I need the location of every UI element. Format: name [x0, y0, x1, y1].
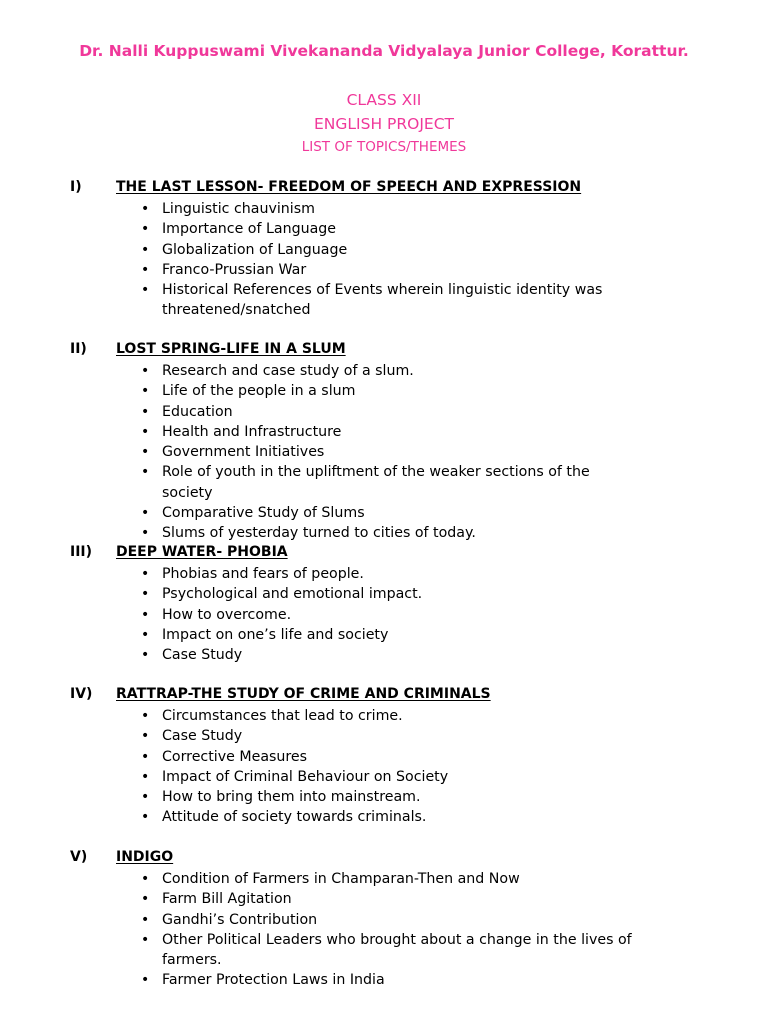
- item-text: Comparative Study of Slums: [162, 505, 365, 522]
- list-item: [0, 889, 632, 909]
- bullet-icon: •: [141, 748, 150, 765]
- bullet-icon: •: [141, 261, 150, 278]
- list-item: [0, 787, 632, 807]
- section-heading: [0, 179, 768, 199]
- section-title: DEEP WATER- PHOBIA: [116, 544, 288, 560]
- section-title: RATTRAP-THE STUDY OF CRIME AND CRIMINALS: [116, 686, 491, 702]
- section-numeral: III): [70, 544, 93, 560]
- item-text: Role of youth in the upliftment of the weaker sections of the society: [162, 464, 590, 501]
- list-item: [0, 523, 632, 543]
- section-title: INDIGO: [116, 849, 174, 865]
- section-4: [0, 686, 768, 828]
- bullet-icon: •: [141, 708, 150, 724]
- list-item: [0, 807, 632, 827]
- topic-list: [0, 199, 768, 321]
- list-item: [0, 280, 632, 321]
- list-item: [0, 361, 632, 381]
- list-item: [0, 422, 632, 442]
- bullet-icon: •: [141, 647, 150, 664]
- bullet-icon: •: [141, 931, 150, 948]
- bullet-icon: •: [141, 282, 150, 299]
- item-text: Gandhi’s Contribution: [162, 911, 318, 928]
- bullet-icon: •: [141, 241, 150, 258]
- list-item: [0, 240, 632, 260]
- item-text: Corrective Measures: [162, 748, 308, 765]
- item-text: Psychological and emotional impact.: [162, 586, 423, 603]
- bullet-icon: •: [141, 444, 150, 461]
- list-item: [0, 605, 632, 625]
- bullet-icon: •: [141, 871, 150, 887]
- section-heading: [0, 849, 768, 869]
- list-item: [0, 767, 632, 787]
- list-item: [0, 869, 632, 889]
- bullet-icon: •: [141, 363, 150, 379]
- item-text: Phobias and fears of people.: [162, 566, 364, 582]
- item-text: Globalization of Language: [162, 241, 348, 258]
- item-text: Attitude of society towards criminals.: [162, 809, 427, 826]
- item-text: Government Initiatives: [162, 444, 325, 461]
- section-1: [0, 179, 768, 321]
- section-title: LOST SPRING-LIFE IN A SLUM: [116, 341, 346, 357]
- list-item: [0, 584, 632, 604]
- list-item: [0, 747, 632, 767]
- list-item: [0, 442, 632, 462]
- item-text: Impact of Criminal Behaviour on Society: [162, 768, 449, 785]
- list-item: [0, 726, 632, 746]
- item-text: Farm Bill Agitation: [162, 891, 292, 908]
- item-text: Franco-Prussian War: [162, 261, 307, 278]
- bullet-icon: •: [141, 972, 150, 989]
- bullet-icon: •: [141, 525, 150, 542]
- list-item: [0, 564, 632, 584]
- section-title: THE LAST LESSON- FREEDOM OF SPEECH AND EXPRESSION: [116, 179, 582, 195]
- section-heading: [0, 544, 768, 564]
- item-text: Farmer Protection Laws in India: [162, 972, 385, 989]
- list-item: [0, 199, 632, 219]
- topic-list: [0, 564, 768, 665]
- bullet-icon: •: [141, 768, 150, 785]
- bullet-icon: •: [141, 423, 150, 440]
- list-item: [0, 645, 632, 665]
- section-numeral: IV): [70, 686, 93, 702]
- project-label: ENGLISH PROJECT: [314, 115, 454, 133]
- bullet-icon: •: [141, 891, 150, 908]
- list-item: [0, 910, 632, 930]
- item-text: How to overcome.: [162, 606, 292, 623]
- item-text: Health and Infrastructure: [162, 423, 342, 440]
- topic-list: [0, 869, 768, 991]
- bullet-icon: •: [141, 566, 150, 582]
- list-item: [0, 462, 632, 503]
- bullet-icon: •: [141, 383, 150, 400]
- item-text: Education: [162, 403, 233, 420]
- bullet-icon: •: [141, 606, 150, 623]
- list-item: [0, 402, 632, 422]
- item-text: Life of the people in a slum: [162, 383, 356, 400]
- section-numeral: I): [70, 179, 82, 195]
- item-text: Slums of yesterday turned to cities of today.: [162, 525, 476, 542]
- bullet-icon: •: [141, 586, 150, 603]
- item-text: Circumstances that lead to crime.: [162, 708, 403, 724]
- section-heading: [0, 341, 768, 361]
- item-text: Case Study: [162, 647, 243, 664]
- topics-list-label: LIST OF TOPICS/THEMES: [301, 139, 467, 155]
- list-item: [0, 970, 632, 990]
- bullet-icon: •: [141, 626, 150, 643]
- bullet-icon: •: [141, 201, 150, 217]
- section-3: [0, 544, 768, 665]
- topic-list: [0, 706, 768, 828]
- bullet-icon: •: [141, 403, 150, 420]
- item-text: How to bring them into mainstream.: [162, 789, 421, 806]
- item-text: Other Political Leaders who brought about a change in the lives of farmers.: [162, 931, 632, 969]
- item-text: Condition of Farmers in Champaran-Then and Now: [162, 871, 520, 887]
- class-label: CLASS XII: [346, 91, 422, 109]
- bullet-icon: •: [141, 464, 150, 481]
- item-text: Impact on one’s life and society: [162, 626, 389, 643]
- topic-list: [0, 361, 768, 544]
- item-text: Linguistic chauvinism: [162, 201, 315, 217]
- item-text: Case Study: [162, 728, 243, 745]
- item-text: Historical References of Events wherein linguistic identity was threatened/snatched: [162, 282, 603, 319]
- list-item: [0, 503, 632, 523]
- section-5: [0, 849, 768, 991]
- list-item: [0, 625, 632, 645]
- list-item: [0, 260, 632, 280]
- list-item: [0, 706, 632, 726]
- bullet-icon: •: [141, 809, 150, 826]
- section-numeral: II): [70, 341, 87, 357]
- bullet-icon: •: [141, 505, 150, 522]
- bullet-icon: •: [141, 728, 150, 745]
- school-name: Dr. Nalli Kuppuswami Vivekananda Vidyalaya Junior College, Korattur.: [79, 42, 689, 60]
- bullet-icon: •: [141, 789, 150, 806]
- bullet-icon: •: [141, 911, 150, 928]
- section-heading: [0, 686, 768, 706]
- bullet-icon: •: [141, 221, 150, 238]
- section-2: [0, 341, 768, 544]
- list-item: [0, 219, 632, 239]
- item-text: Importance of Language: [162, 221, 337, 238]
- list-item: [0, 381, 632, 401]
- list-item: [0, 930, 632, 971]
- section-numeral: V): [70, 849, 88, 865]
- item-text: Research and case study of a slum.: [162, 363, 414, 379]
